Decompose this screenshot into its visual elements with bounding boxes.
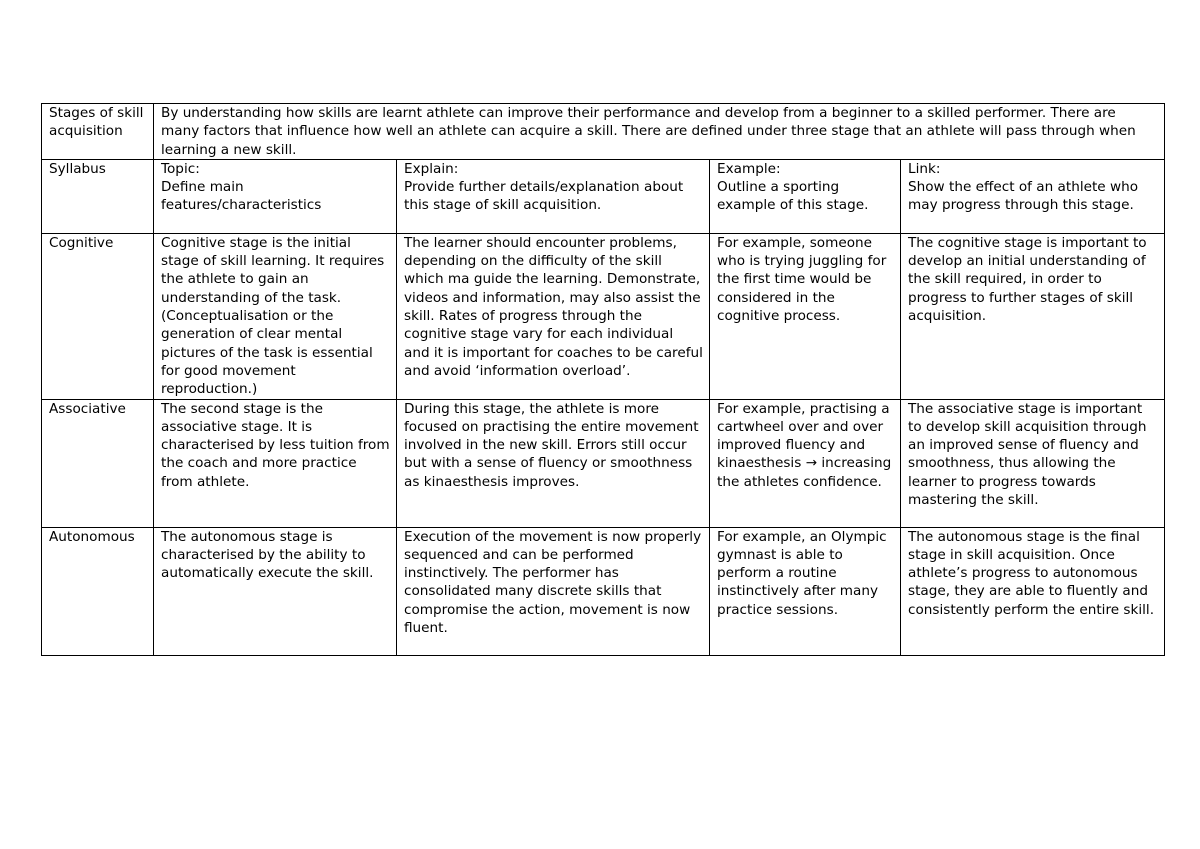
autonomous-link-cell <box>901 527 1165 655</box>
syllabus-label-cell <box>42 159 154 233</box>
syllabus-label: Syllabus <box>49 160 106 177</box>
autonomous-label-cell <box>42 527 154 655</box>
explain-description: Provide further details/explanation about this stage of skill acquisition. <box>404 179 684 214</box>
associative-explain-text: During this stage, the athlete is more focused on practising the entire movement involved in the new skill. Errors still occur but with a sense of fluency or smoothness as kinaesthesis improves. <box>404 400 699 490</box>
associative-topic-cell <box>154 399 397 527</box>
intro-label: Stages of skill acquisition <box>49 105 144 140</box>
cognitive-label: Cognitive <box>49 234 114 251</box>
cognitive-row <box>42 233 1165 399</box>
link-heading: Link: <box>908 160 941 177</box>
intro-text: By understanding how skills are learnt athlete can improve their performance and develop from a beginner to a skilled performer. There are many factors that influence how well an athlete can acquire a skill. There are defined under three stage that an athlete will pass through when learning a new skill. <box>161 105 1136 158</box>
cognitive-example-text: For example, someone who is trying juggling for the first time would be considered in the cognitive process. <box>717 234 887 325</box>
cognitive-explain-text: The learner should encounter problems, depending on the difficulty of the skill which ma guide the learning. Demonstrate, videos and information, may also assist the skill. Rates of progress through the cognitive stage vary for each individual and it is important for coaches to be careful and avoid ‘information overload’. <box>404 234 703 379</box>
associative-explain-cell <box>397 399 710 527</box>
cognitive-topic-cell <box>154 233 397 399</box>
example-heading: Example: <box>717 160 781 177</box>
associative-label: Associative <box>49 400 126 417</box>
cognitive-link-cell <box>901 233 1165 399</box>
autonomous-label: Autonomous <box>49 528 135 545</box>
explain-heading: Explain: <box>404 160 459 177</box>
skill-acquisition-table <box>41 103 1165 656</box>
autonomous-link-text: The autonomous stage is the final stage in skill acquisition. Once athlete’s progress to autonomous stage, they are able to fluently and consistently perform the entire skill. <box>908 528 1155 618</box>
associative-topic-text: The second stage is the associative stage. It is characterised by less tuition from the coach and more practice from athlete. <box>161 400 390 490</box>
associative-example-cell <box>710 399 901 527</box>
cognitive-topic-text: Cognitive stage is the initial stage of skill learning. It requires the athlete to gain an understanding of the task. (Conceptualisation or the generation of clear mental pictures of the task is essential for good movement reproduction.) <box>161 234 385 398</box>
autonomous-example-text: For example, an Olympic gymnast is able to perform a routine instinctively after many practice sessions. <box>717 528 887 618</box>
associative-example-text: For example, practising a cartwheel over and over improved fluency and kinaesthesis → increasing the athletes confidence. <box>717 400 892 490</box>
cognitive-label-cell <box>42 233 154 399</box>
syllabus-example-cell <box>710 159 901 233</box>
topic-heading: Topic: <box>161 160 200 177</box>
example-description: Outline a sporting example of this stage. <box>717 179 869 214</box>
associative-row <box>42 399 1165 527</box>
cognitive-example-cell <box>710 233 901 399</box>
topic-description: Define main features/characteristics <box>161 179 322 214</box>
syllabus-explain-cell <box>397 159 710 233</box>
associative-link-text: The associative stage is important to develop skill acquisition through an improved sense of fluency and smoothness, thus allowing the learner to progress towards mastering the skill. <box>908 400 1147 509</box>
intro-label-cell <box>42 104 154 160</box>
syllabus-topic-cell <box>154 159 397 233</box>
cognitive-explain-cell <box>397 233 710 399</box>
autonomous-explain-text: Execution of the movement is now properly sequenced and can be performed instinctively. The performer has consolidated many discrete skills that compromise the action, movement is now fluent. <box>404 528 702 637</box>
syllabus-row <box>42 159 1165 233</box>
associative-link-cell <box>901 399 1165 527</box>
autonomous-topic-text: The autonomous stage is characterised by the ability to automatically execute the skill. <box>161 528 374 582</box>
autonomous-explain-cell <box>397 527 710 655</box>
syllabus-link-cell <box>901 159 1165 233</box>
cognitive-link-text: The cognitive stage is important to develop an initial understanding of the skill required, in order to progress to further stages of skill acquisition. <box>908 234 1147 325</box>
intro-text-cell <box>154 104 1165 160</box>
associative-label-cell <box>42 399 154 527</box>
autonomous-topic-cell <box>154 527 397 655</box>
autonomous-row <box>42 527 1165 655</box>
autonomous-example-cell <box>710 527 901 655</box>
intro-row <box>42 104 1165 160</box>
link-description: Show the effect of an athlete who may progress through this stage. <box>908 179 1139 214</box>
